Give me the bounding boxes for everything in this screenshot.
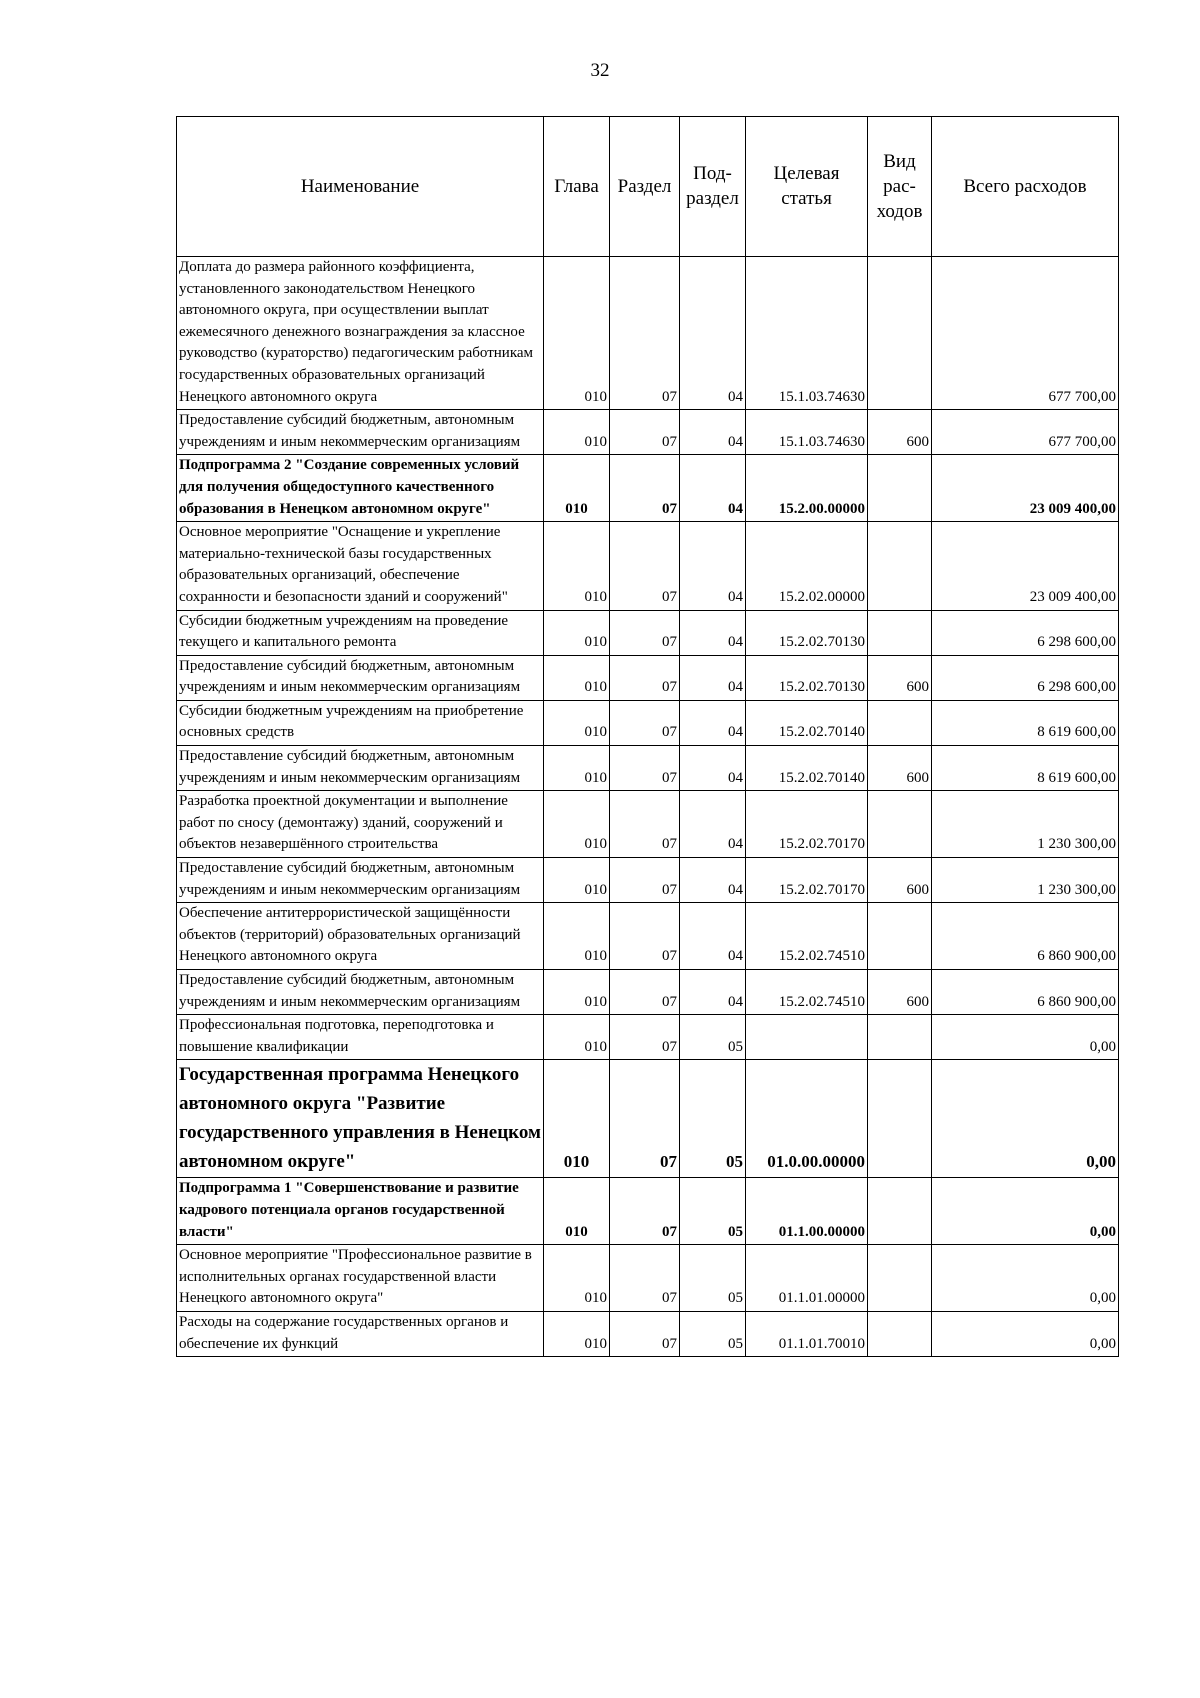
row-chapter: 010 xyxy=(544,522,610,610)
header-subsection: Под-раздел xyxy=(680,117,746,257)
row-subsection: 04 xyxy=(680,858,746,903)
row-subsection: 05 xyxy=(680,1060,746,1178)
row-name: Предоставление субсидий бюджетным, автономным учреждениям и иным некоммерческим организациям xyxy=(177,655,544,700)
row-section: 07 xyxy=(610,791,680,858)
row-name: Государственная программа Ненецкого автономного округа "Развитие государственного управления в Ненецком автономном округе" xyxy=(177,1060,544,1178)
table-row xyxy=(177,791,1119,858)
header-expense-type: Вид рас-ходов xyxy=(868,117,932,257)
row-subsection: 04 xyxy=(680,257,746,410)
row-total: 0,00 xyxy=(932,1178,1119,1245)
row-chapter: 010 xyxy=(544,858,610,903)
row-section: 07 xyxy=(610,410,680,455)
row-target: 15.2.02.70170 xyxy=(746,791,868,858)
row-chapter: 010 xyxy=(544,970,610,1015)
row-name: Предоставление субсидий бюджетным, автономным учреждениям и иным некоммерческим организациям xyxy=(177,410,544,455)
row-target: 15.2.02.00000 xyxy=(746,522,868,610)
row-total: 0,00 xyxy=(932,1060,1119,1178)
row-type xyxy=(868,791,932,858)
row-section: 07 xyxy=(610,1178,680,1245)
row-section: 07 xyxy=(610,746,680,791)
table-row xyxy=(177,858,1119,903)
table-row xyxy=(177,746,1119,791)
row-target: 15.2.02.70140 xyxy=(746,746,868,791)
row-chapter: 010 xyxy=(544,700,610,745)
row-total: 8 619 600,00 xyxy=(932,700,1119,745)
row-type xyxy=(868,1015,932,1060)
table-row xyxy=(177,655,1119,700)
row-name: Предоставление субсидий бюджетным, автономным учреждениям и иным некоммерческим организациям xyxy=(177,746,544,791)
row-chapter: 010 xyxy=(544,1015,610,1060)
row-name: Подпрограмма 2 "Создание современных условий для получения общедоступного качественного образования в Ненецком автономном округе" xyxy=(177,455,544,522)
row-target: 15.2.02.70170 xyxy=(746,858,868,903)
table-row xyxy=(177,1060,1119,1178)
row-name: Предоставление субсидий бюджетным, автономным учреждениям и иным некоммерческим организациям xyxy=(177,970,544,1015)
table-row xyxy=(177,410,1119,455)
row-total: 1 230 300,00 xyxy=(932,791,1119,858)
table-row xyxy=(177,1015,1119,1060)
row-type xyxy=(868,903,932,970)
row-section: 07 xyxy=(610,1015,680,1060)
row-name: Разработка проектной документации и выполнение работ по сносу (демонтажу) зданий, сооружений и объектов незавершённого строительства xyxy=(177,791,544,858)
row-target: 15.2.02.70130 xyxy=(746,610,868,655)
row-target: 01.1.01.70010 xyxy=(746,1311,868,1356)
table-row xyxy=(177,903,1119,970)
row-chapter: 010 xyxy=(544,1178,610,1245)
row-total: 23 009 400,00 xyxy=(932,455,1119,522)
row-chapter: 010 xyxy=(544,791,610,858)
row-name: Субсидии бюджетным учреждениям на приобретение основных средств xyxy=(177,700,544,745)
row-subsection: 04 xyxy=(680,522,746,610)
row-target: 01.0.00.00000 xyxy=(746,1060,868,1178)
header-chapter: Глава xyxy=(544,117,610,257)
row-type: 600 xyxy=(868,655,932,700)
row-name: Субсидии бюджетным учреждениям на проведение текущего и капитального ремонта xyxy=(177,610,544,655)
row-subsection: 04 xyxy=(680,700,746,745)
row-name: Основное мероприятие "Оснащение и укрепление материально-технической базы государственных образовательных организаций, обеспечение сохранности и безопасности зданий и сооружений" xyxy=(177,522,544,610)
row-subsection: 04 xyxy=(680,970,746,1015)
row-subsection: 04 xyxy=(680,791,746,858)
row-type xyxy=(868,257,932,410)
row-chapter: 010 xyxy=(544,903,610,970)
row-target: 15.2.02.74510 xyxy=(746,970,868,1015)
row-section: 07 xyxy=(610,970,680,1015)
row-total: 1 230 300,00 xyxy=(932,858,1119,903)
row-total: 0,00 xyxy=(932,1245,1119,1312)
budget-table xyxy=(176,116,1119,1357)
row-section: 07 xyxy=(610,257,680,410)
row-name: Расходы на содержание государственных органов и обеспечение их функций xyxy=(177,1311,544,1356)
row-total: 8 619 600,00 xyxy=(932,746,1119,791)
row-subsection: 04 xyxy=(680,655,746,700)
row-type xyxy=(868,522,932,610)
row-type xyxy=(868,1178,932,1245)
row-type xyxy=(868,1060,932,1178)
row-target: 15.1.03.74630 xyxy=(746,257,868,410)
row-section: 07 xyxy=(610,610,680,655)
row-target: 01.1.00.00000 xyxy=(746,1178,868,1245)
table-row xyxy=(177,257,1119,410)
row-chapter: 010 xyxy=(544,655,610,700)
row-chapter: 010 xyxy=(544,610,610,655)
table-row xyxy=(177,1245,1119,1312)
row-type xyxy=(868,455,932,522)
table-row xyxy=(177,1311,1119,1356)
row-chapter: 010 xyxy=(544,410,610,455)
row-subsection: 05 xyxy=(680,1015,746,1060)
row-type xyxy=(868,700,932,745)
row-section: 07 xyxy=(610,522,680,610)
row-section: 07 xyxy=(610,1245,680,1312)
table-row xyxy=(177,970,1119,1015)
row-subsection: 04 xyxy=(680,746,746,791)
row-target: 01.1.01.00000 xyxy=(746,1245,868,1312)
row-chapter: 010 xyxy=(544,1060,610,1178)
row-section: 07 xyxy=(610,700,680,745)
row-subsection: 05 xyxy=(680,1245,746,1312)
row-type: 600 xyxy=(868,410,932,455)
header-target-article: Целевая статья xyxy=(746,117,868,257)
row-target: 15.2.02.70130 xyxy=(746,655,868,700)
row-type: 600 xyxy=(868,970,932,1015)
row-total: 6 860 900,00 xyxy=(932,903,1119,970)
row-total: 677 700,00 xyxy=(932,410,1119,455)
table-row xyxy=(177,610,1119,655)
row-type xyxy=(868,1311,932,1356)
row-subsection: 04 xyxy=(680,903,746,970)
table-row xyxy=(177,700,1119,745)
row-total: 0,00 xyxy=(932,1015,1119,1060)
header-total: Всего расходов xyxy=(932,117,1119,257)
row-section: 07 xyxy=(610,655,680,700)
row-type xyxy=(868,610,932,655)
table-row xyxy=(177,522,1119,610)
row-name: Профессиональная подготовка, переподготовка и повышение квалификации xyxy=(177,1015,544,1060)
page-number: 32 xyxy=(590,60,610,81)
row-chapter: 010 xyxy=(544,746,610,791)
row-name: Доплата до размера районного коэффициента, установленного законодательством Ненецкого автономного округа, при осуществлении выплат ежемесячного денежного вознаграждения за классное руководство (кураторство) педагогическим работникам государственных образовательных организаций Ненецкого автономного округа xyxy=(177,257,544,410)
row-name: Обеспечение антитеррористической защищённости объектов (территорий) образовательных организаций Ненецкого автономного округа xyxy=(177,903,544,970)
row-name: Предоставление субсидий бюджетным, автономным учреждениям и иным некоммерческим организациям xyxy=(177,858,544,903)
row-chapter: 010 xyxy=(544,257,610,410)
row-section: 07 xyxy=(610,1060,680,1178)
row-name: Подпрограмма 1 "Совершенствование и развитие кадрового потенциала органов государственной власти" xyxy=(177,1178,544,1245)
row-total: 6 298 600,00 xyxy=(932,610,1119,655)
row-target: 15.1.03.74630 xyxy=(746,410,868,455)
header-name: Наименование xyxy=(177,117,544,257)
table-header xyxy=(177,117,1119,257)
row-target: 15.2.00.00000 xyxy=(746,455,868,522)
table-row xyxy=(177,1178,1119,1245)
row-section: 07 xyxy=(610,455,680,522)
row-total: 6 860 900,00 xyxy=(932,970,1119,1015)
row-chapter: 010 xyxy=(544,1245,610,1312)
row-total: 6 298 600,00 xyxy=(932,655,1119,700)
table-row xyxy=(177,455,1119,522)
row-section: 07 xyxy=(610,903,680,970)
row-total: 0,00 xyxy=(932,1311,1119,1356)
row-name: Основное мероприятие "Профессиональное развитие в исполнительных органах государственной власти Ненецкого автономного округа" xyxy=(177,1245,544,1312)
row-subsection: 04 xyxy=(680,610,746,655)
row-section: 07 xyxy=(610,858,680,903)
row-target xyxy=(746,1015,868,1060)
row-target: 15.2.02.70140 xyxy=(746,700,868,745)
row-type xyxy=(868,1245,932,1312)
row-section: 07 xyxy=(610,1311,680,1356)
header-section: Раздел xyxy=(610,117,680,257)
row-subsection: 05 xyxy=(680,1311,746,1356)
row-type: 600 xyxy=(868,858,932,903)
row-subsection: 04 xyxy=(680,410,746,455)
row-total: 677 700,00 xyxy=(932,257,1119,410)
row-type: 600 xyxy=(868,746,932,791)
row-target: 15.2.02.74510 xyxy=(746,903,868,970)
row-subsection: 05 xyxy=(680,1178,746,1245)
table-body xyxy=(177,257,1119,1357)
row-chapter: 010 xyxy=(544,1311,610,1356)
row-chapter: 010 xyxy=(544,455,610,522)
row-total: 23 009 400,00 xyxy=(932,522,1119,610)
row-subsection: 04 xyxy=(680,455,746,522)
